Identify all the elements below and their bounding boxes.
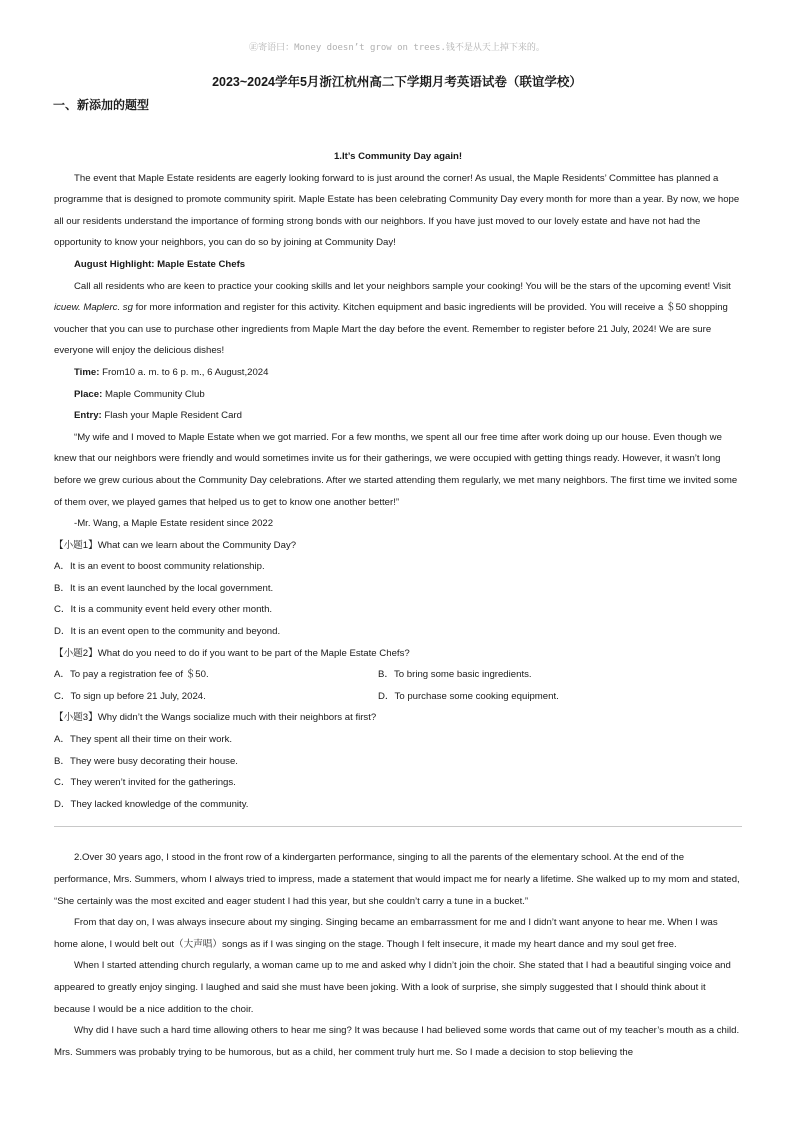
event-time: [54, 362, 742, 384]
answer-option[interactable]: D．They lacked knowledge of the community.: [54, 798, 249, 810]
event-entry: [54, 405, 742, 427]
entry-value: Flash your Maple Resident Card: [101, 410, 242, 422]
answer-option[interactable]: A．They spent all their time on their work.: [54, 734, 233, 746]
passage2-paragraph: From that day on, I was always insecure about my singing. Singing became an embarrassment for me and I didn’t want anyone to hear me. When I was home alone, I would belt out（大声唱）songs as if I was singing on the stage. Though I felt insecure, it made my heart dance and my soul get free.: [54, 917, 718, 950]
option-row: [54, 686, 742, 708]
answer-option[interactable]: D．It is an event open to the community and beyond.: [54, 626, 281, 638]
passage1-paragraph: The event that Maple Estate residents are eagerly looking forward to is just around the corner! As usual, the Maple Residents’ Committee has planned a programme that is designed to promote community spirit. Maple Estate has been celebrating Community Day every month for more than a year. By now, we hope all our residents understand the importance of forming strong bonds with our neighbors. If you have just moved to our lovely estate and have not had the opportunity to know your neighbors, you can do so by joining at Community Day!: [54, 172, 740, 249]
website-link[interactable]: icuew. Maplerc. sg: [54, 302, 133, 314]
answer-option[interactable]: C．They weren’t invited for the gatherings.: [54, 777, 236, 789]
answer-option[interactable]: B．They were busy decorating their house.: [54, 755, 238, 767]
place-value: Maple Community Club: [102, 388, 205, 400]
passage2-paragraph: 2.Over 30 years ago, I stood in the front row of a kindergarten performance, singing to all the parents of the elementary school. At the end of the performance, Mrs. Summers, whom I always tried to impress, made a statement that would impact me for nearly a lifetime. She walked up to my mom and stated, “She certainly was the most excited and eager student I had this year, but she couldn’t carry a tune in a bucket.”: [54, 852, 740, 907]
answer-option[interactable]: D．To purchase some cooking equipment.: [378, 690, 559, 702]
time-value: From10 a. m. to 6 p. m., 6 August,2024: [99, 366, 269, 378]
paragraph-text: Call all residents who are keen to practice your cooking skills and let your neighbors sample your cooking! You will be the stars of the upcoming event! Visit: [74, 280, 731, 292]
question-stem: 【小题2】What do you need to do if you want to be part of the Maple Estate Chefs?: [54, 647, 410, 659]
place-label: Place:: [74, 388, 103, 400]
option-row: [54, 664, 742, 686]
header-watermark: ㊣寄语曰：Money doesn’t grow on trees.钱不是从天上掉下来的。: [249, 43, 545, 53]
event-place: [54, 384, 742, 406]
answer-option[interactable]: A．It is an event to boost community relationship.: [54, 561, 265, 573]
section-divider: [54, 826, 742, 827]
document-title: 2023~2024学年5月浙江杭州高二下学期月考英语试卷（联谊学校）: [212, 75, 582, 89]
question-stem: 【小题1】What can we learn about the Community Day?: [54, 539, 297, 551]
resident-quote: “My wife and I moved to Maple Estate when we got married. For a few months, we spent all our free time after work doing up our house. Even though we knew that our neighbors were friendly and would sometimes invite us for their gatherings, we were occupied with getting things ready. However, it wasn’t long before we grew curious about the Community Day celebrations. After we started attending them regularly, we met many neighbors. The first time we invited some of them over, we played games that helped us to get to know one another better!”: [54, 431, 738, 508]
quote-signature: -Mr. Wang, a Maple Estate resident since 2022: [74, 518, 274, 530]
question-stem: 【小题3】Why didn’t the Wangs socialize much with their neighbors at first?: [54, 712, 377, 724]
answer-option[interactable]: B．It is an event launched by the local government.: [54, 582, 274, 594]
passage1-paragraph: [54, 276, 742, 362]
answer-option[interactable]: C．It is a community event held every other month.: [54, 604, 273, 616]
document-body: [54, 146, 742, 1063]
answer-option[interactable]: A．To pay a registration fee of ＄50.: [54, 669, 209, 681]
paragraph-text: for more information and register for this activity. Kitchen equipment and basic ingredients will be provided. You will receive a ＄50 shopping voucher that you can use to purchase other ingredients from Maple Mart the day before the event. Remember to register before 21 July, 2024! We are sure everyone will enjoy the delicious dishes!: [54, 302, 728, 357]
answer-option[interactable]: C．To sign up before 21 July, 2024.: [54, 690, 206, 702]
passage2-paragraph: When I started attending church regularly, a woman came up to me and asked why I didn’t join the choir. She stated that I had a beautiful singing voice and appeared to greatly enjoy singing. I laughed and said she must have been joking. With a look of surprise, she simply suggested that I should think about it because I would be a nice addition to the choir.: [54, 960, 731, 1015]
time-label: Time:: [74, 366, 100, 378]
passage1-title: 1.It’s Community Day again!: [333, 151, 463, 162]
answer-option[interactable]: B．To bring some basic ingredients.: [378, 669, 532, 681]
passage1-highlight: August Highlight: Maple Estate Chefs: [74, 258, 246, 270]
passage2-paragraph: Why did I have such a hard time allowing others to hear me sing? It was because I had believed some words that came out of my teacher’s mouth as a child. Mrs. Summers was probably trying to be humorous, but as a child, her comment truly hurt me. So I made a decision to stop believing the: [54, 1025, 740, 1058]
section-heading: 一、新添加的题型: [53, 98, 150, 112]
entry-label: Entry:: [74, 410, 102, 422]
